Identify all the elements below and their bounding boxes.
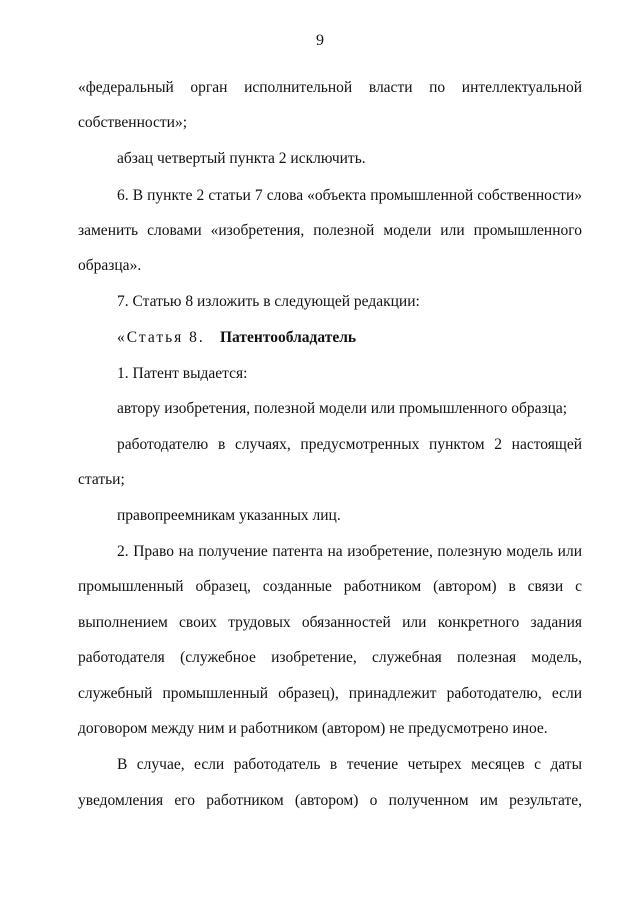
- text-line: статьи;: [78, 471, 125, 488]
- text-line: работодателю в случаях, предусмотренных пунктом 2 настоящей: [117, 436, 582, 453]
- article-label: «Статья 8.: [117, 329, 205, 346]
- text-line: работодателя (служебное изобретение, служебная полезная модель,: [78, 649, 582, 666]
- text-line: абзац четвертый пункта 2 исключить.: [117, 150, 366, 167]
- text-line: В случае, если работодатель в течение четырех месяцев с даты: [117, 756, 582, 773]
- text-line: выполнением своих трудовых обязанностей или конкретного задания: [78, 614, 582, 631]
- text-line: собственности»;: [78, 114, 188, 131]
- text-line: автору изобретения, полезной модели или промышленного образца;: [117, 400, 568, 417]
- text-line: 2. Право на получение патента на изобретение, полезную модель или: [117, 543, 582, 560]
- page-number: 9: [316, 32, 324, 49]
- text-line: уведомления его работником (автором) о полученном им результате,: [78, 792, 582, 809]
- text-line: служебный промышленный образец), принадлежит работодателю, если: [78, 685, 582, 702]
- text-line: правопреемникам указанных лиц.: [117, 507, 341, 524]
- text-line: «федеральный орган исполнительной власти по интеллектуальной: [78, 79, 582, 96]
- text-line: заменить словами «изобретения, полезной модели или промышленного: [78, 222, 582, 239]
- text-line: промышленный образец, созданные работником (автором) в связи с: [78, 578, 582, 595]
- text-line: 7. Статью 8 изложить в следующей редакции:: [117, 293, 420, 310]
- article-title: Патентообладатель: [220, 329, 357, 346]
- text-line: договором между ним и работником (автором) не предусмотрено иное.: [78, 720, 548, 737]
- text-line: 6. В пункте 2 статьи 7 слова «объекта промышленной собственности»: [117, 187, 582, 204]
- text-line: образца».: [78, 257, 142, 274]
- text-line: 1. Патент выдается:: [117, 365, 248, 382]
